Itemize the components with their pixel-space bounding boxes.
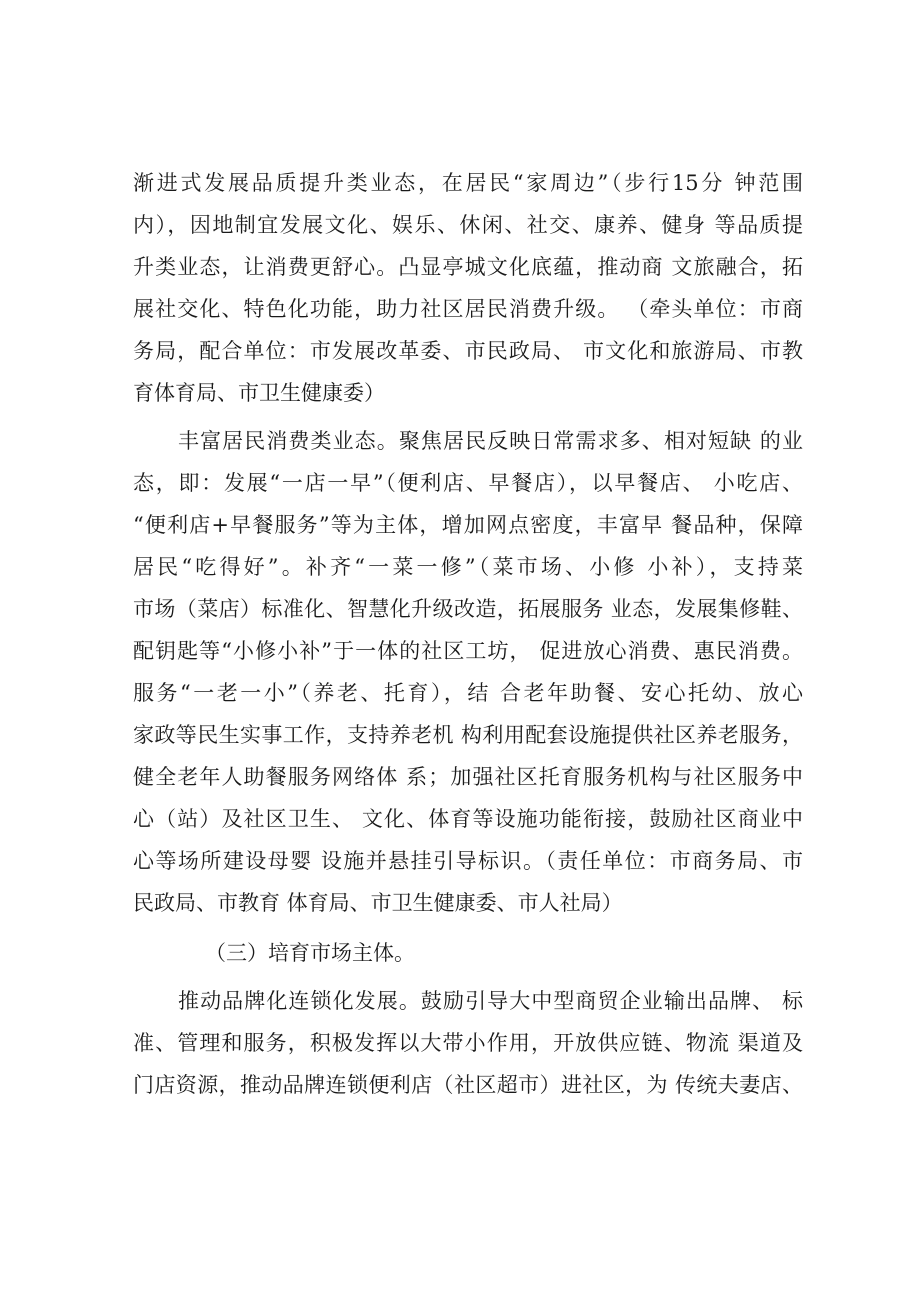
paragraph-2-line-1: 丰富居民消费类业态。聚焦居民反映日常需求多、相对短缺 的业 [178,429,803,453]
paragraph-2-line-5: 市场（菜店）标准化、智慧化升级改造，拓展服务 业态，发展集修鞋、 [133,597,803,621]
paragraph-1-line-5: 务局，配合单位：市发展改革委、市民政局、 市文化和旅游局、市教 [133,339,803,363]
paragraph-1-line-3: 升类业态，让消费更舒心。凸显亭城文化底蕴，推动商 文旅融合，拓 [133,255,803,279]
paragraph-1-line-2: 内），因地制宜发展文化、娱乐、休闲、社交、康养、健身 等品质提 [133,213,803,237]
paragraph-1-line-1: 渐进式发展品质提升类业态，在居民“家周边”（步行15分 钟范围 [133,171,803,195]
paragraph-2-line-12: 民政局、市教育 体育局、市卫生健康委、市人社局） [133,891,623,915]
paragraph-2-line-11: 心等场所建设母婴 设施并悬挂引导标识。（责任单位：市商务局、市 [133,849,803,873]
paragraph-1-line-4: 展社交化、特色化功能，助力社区居民消费升级。 （牵头单位：市商 [133,297,803,321]
paragraph-2-line-8: 家政等民生实事工作，支持养老机 构利用配套设施提供社区养老服务， [133,723,803,747]
paragraph-4-line-2: 准、管理和服务，积极发挥以大带小作用，开放供应链、物流 渠道及 [133,1031,803,1055]
paragraph-4-line-1: 推动品牌化连锁化发展。鼓励引导大中型商贸企业输出品牌、 标 [178,989,803,1013]
paragraph-2-line-9: 健全老年人助餐服务网络体 系；加强社区托育服务机构与社区服务中 [133,765,803,789]
paragraph-2-line-10: 心（站）及社区卫生、 文化、体育等设施功能衔接，鼓励社区商业中 [133,807,803,831]
paragraph-2-line-3: “便利店+早餐服务”等为主体，增加网点密度，丰富早 餐品种，保障 [133,513,803,537]
paragraph-2-line-6: 配钥匙等“小修小补”于一体的社区工坊， 促进放心消费、惠民消费。 [133,639,803,663]
paragraph-2-line-7: 服务“一老一小”（养老、托育），结 合老年助餐、安心托幼、放心 [133,681,803,705]
paragraph-2-line-4: 居民“吃得好”。补齐“一菜一修”（菜市场、小修 小补），支持菜 [133,555,803,579]
paragraph-1-line-6: 育体育局、市卫生健康委） [133,381,385,405]
section-heading: （三）培育市场主体。 [205,941,415,965]
paragraph-2-line-2: 态，即：发展“一店一早”（便利店、早餐店），以早餐店、 小吃店、 [133,471,803,495]
paragraph-4-line-3: 门店资源，推动品牌连锁便利店（社区超市）进社区，为 传统夫妻店、 [133,1073,803,1097]
